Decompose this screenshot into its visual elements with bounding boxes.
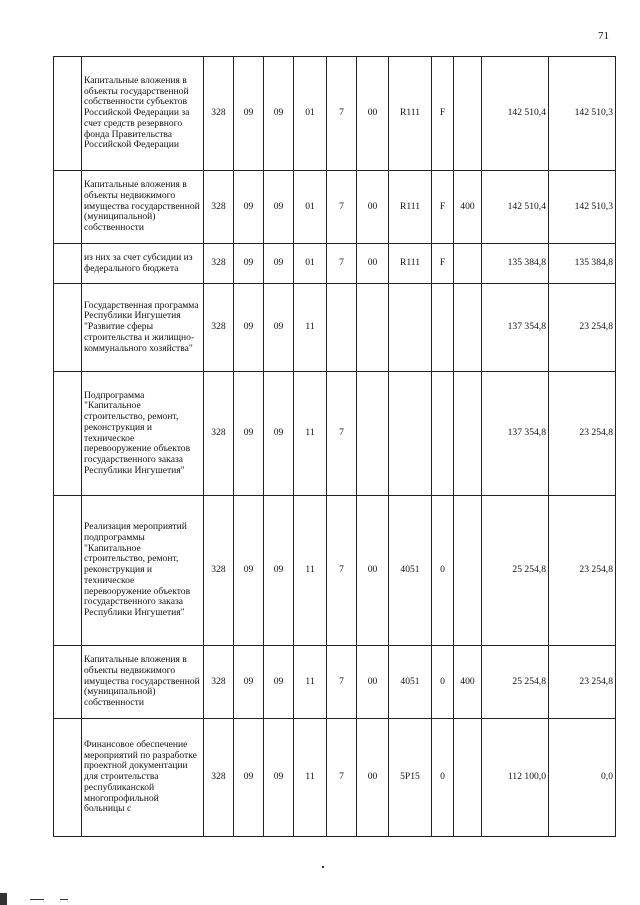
row-rz-cell: 09: [234, 646, 264, 719]
row-cs3-cell: 00: [357, 57, 389, 171]
row-empty-cell: [54, 57, 82, 171]
row-cs1-cell: 11: [294, 719, 327, 837]
row-empty-cell: [54, 496, 82, 646]
row-cs1-cell: 11: [294, 496, 327, 646]
row-sum1-cell: 25 254,8: [482, 646, 549, 719]
row-cs1-cell: 01: [294, 244, 327, 284]
table-row: [54, 244, 616, 284]
row-sum2-cell: 23 254,8: [549, 646, 616, 719]
table-row: [54, 719, 616, 837]
row-rz-cell: 09: [234, 244, 264, 284]
table-row: [54, 646, 616, 719]
row-cs3-cell: 00: [357, 719, 389, 837]
row-grbs-cell: 328: [204, 244, 234, 284]
row-grbs-cell: 328: [204, 646, 234, 719]
row-cs2-cell: [327, 284, 357, 372]
row-pr-cell: 09: [264, 284, 294, 372]
row-name-cell: Подпрограмма "Капитальное строительство, ремонт, реконструкция и техническое перевооружение объектов государственного заказа Республики Ингушетия": [82, 372, 204, 496]
row-cs5-cell: F: [432, 171, 454, 244]
row-vr-cell: [454, 372, 482, 496]
row-cs2-cell: 7: [327, 171, 357, 244]
table-row: [54, 372, 616, 496]
row-grbs-cell: 328: [204, 372, 234, 496]
row-cs5-cell: 0: [432, 719, 454, 837]
row-empty-cell: [54, 719, 82, 837]
row-pr-cell: 09: [264, 496, 294, 646]
row-sum1-cell: 25 254,8: [482, 496, 549, 646]
row-rz-cell: 09: [234, 496, 264, 646]
row-name-cell: Финансовое обеспечение мероприятий по разработке проектной документации для строительства республиканской многопрофильной больницы с: [82, 719, 204, 837]
row-cs5-cell: F: [432, 244, 454, 284]
row-cs3-cell: [357, 284, 389, 372]
row-cs5-cell: 0: [432, 646, 454, 719]
row-grbs-cell: 328: [204, 57, 234, 171]
row-vr-cell: [454, 284, 482, 372]
row-vr-cell: [454, 57, 482, 171]
row-cs1-cell: 11: [294, 646, 327, 719]
row-pr-cell: 09: [264, 372, 294, 496]
row-cs1-cell: 11: [294, 284, 327, 372]
row-cs2-cell: 7: [327, 372, 357, 496]
table-row: [54, 171, 616, 244]
row-grbs-cell: 328: [204, 284, 234, 372]
row-cs2-cell: 7: [327, 244, 357, 284]
scan-mark: [60, 899, 68, 900]
row-cs3-cell: 00: [357, 171, 389, 244]
row-rz-cell: 09: [234, 171, 264, 244]
row-name-cell: из них за счет субсидии из федерального бюджета: [82, 244, 204, 284]
row-sum1-cell: 142 510,4: [482, 171, 549, 244]
row-vr-cell: [454, 244, 482, 284]
row-cs2-cell: 7: [327, 496, 357, 646]
row-name-cell: Капитальные вложения в объекты недвижимого имущества государственной (муниципальной) собственности: [82, 646, 204, 719]
row-sum1-cell: 112 100,0: [482, 719, 549, 837]
row-cs1-cell: 11: [294, 372, 327, 496]
row-rz-cell: 09: [234, 719, 264, 837]
row-cs4-cell: R111: [389, 244, 432, 284]
row-sum2-cell: 0,0: [549, 719, 616, 837]
row-grbs-cell: 328: [204, 496, 234, 646]
row-cs1-cell: 01: [294, 171, 327, 244]
row-sum2-cell: 135 384,8: [549, 244, 616, 284]
row-cs3-cell: 00: [357, 496, 389, 646]
row-sum2-cell: 23 254,8: [549, 284, 616, 372]
row-name-cell: Капитальные вложения в объекты государственной собственности субъектов Российской Федерации за счет средств резервного фонда Правительства Российской Федерации: [82, 57, 204, 171]
row-cs4-cell: 4051: [389, 496, 432, 646]
row-cs4-cell: 5P15: [389, 719, 432, 837]
row-pr-cell: 09: [264, 719, 294, 837]
row-cs3-cell: 00: [357, 646, 389, 719]
scan-mark: [30, 899, 44, 900]
row-rz-cell: 09: [234, 57, 264, 171]
row-cs3-cell: [357, 372, 389, 496]
row-empty-cell: [54, 171, 82, 244]
budget-table: [53, 56, 616, 837]
row-empty-cell: [54, 372, 82, 496]
row-sum1-cell: 142 510,4: [482, 57, 549, 171]
row-cs5-cell: [432, 284, 454, 372]
row-grbs-cell: 328: [204, 719, 234, 837]
row-cs5-cell: F: [432, 57, 454, 171]
row-empty-cell: [54, 646, 82, 719]
row-empty-cell: [54, 244, 82, 284]
row-vr-cell: 400: [454, 646, 482, 719]
row-vr-cell: [454, 719, 482, 837]
row-grbs-cell: 328: [204, 171, 234, 244]
table-row: [54, 57, 616, 171]
row-pr-cell: 09: [264, 646, 294, 719]
row-name-cell: Государственная программа Республики Ингушетия "Развитие сферы строительства и жилищно-коммунального хозяйства": [82, 284, 204, 372]
row-cs4-cell: [389, 372, 432, 496]
row-cs2-cell: 7: [327, 57, 357, 171]
row-cs4-cell: [389, 284, 432, 372]
row-cs3-cell: 00: [357, 244, 389, 284]
row-rz-cell: 09: [234, 372, 264, 496]
row-sum2-cell: 142 510,3: [549, 171, 616, 244]
scan-mark: [0, 893, 7, 905]
table-row: [54, 496, 616, 646]
row-vr-cell: [454, 496, 482, 646]
row-sum2-cell: 23 254,8: [549, 372, 616, 496]
row-cs1-cell: 01: [294, 57, 327, 171]
row-sum1-cell: 135 384,8: [482, 244, 549, 284]
row-rz-cell: 09: [234, 284, 264, 372]
row-sum2-cell: 142 510,3: [549, 57, 616, 171]
page-number: 71: [598, 30, 609, 42]
row-cs4-cell: R111: [389, 57, 432, 171]
scan-mark: [322, 866, 324, 868]
table-row: [54, 284, 616, 372]
row-name-cell: Реализация мероприятий подпрограммы "Капитальное строительство, ремонт, реконструкция и техническое перевооружение объектов государственного заказа Республики Ингушетия": [82, 496, 204, 646]
row-sum1-cell: 137 354,8: [482, 284, 549, 372]
row-cs2-cell: 7: [327, 646, 357, 719]
row-pr-cell: 09: [264, 57, 294, 171]
row-name-cell: Капитальные вложения в объекты недвижимого имущества государственной (муниципальной) собственности: [82, 171, 204, 244]
row-sum2-cell: 23 254,8: [549, 496, 616, 646]
row-cs5-cell: 0: [432, 496, 454, 646]
row-cs4-cell: 4051: [389, 646, 432, 719]
row-sum1-cell: 137 354,8: [482, 372, 549, 496]
row-pr-cell: 09: [264, 171, 294, 244]
row-empty-cell: [54, 284, 82, 372]
row-pr-cell: 09: [264, 244, 294, 284]
row-cs2-cell: 7: [327, 719, 357, 837]
row-cs4-cell: R111: [389, 171, 432, 244]
row-vr-cell: 400: [454, 171, 482, 244]
row-cs5-cell: [432, 372, 454, 496]
